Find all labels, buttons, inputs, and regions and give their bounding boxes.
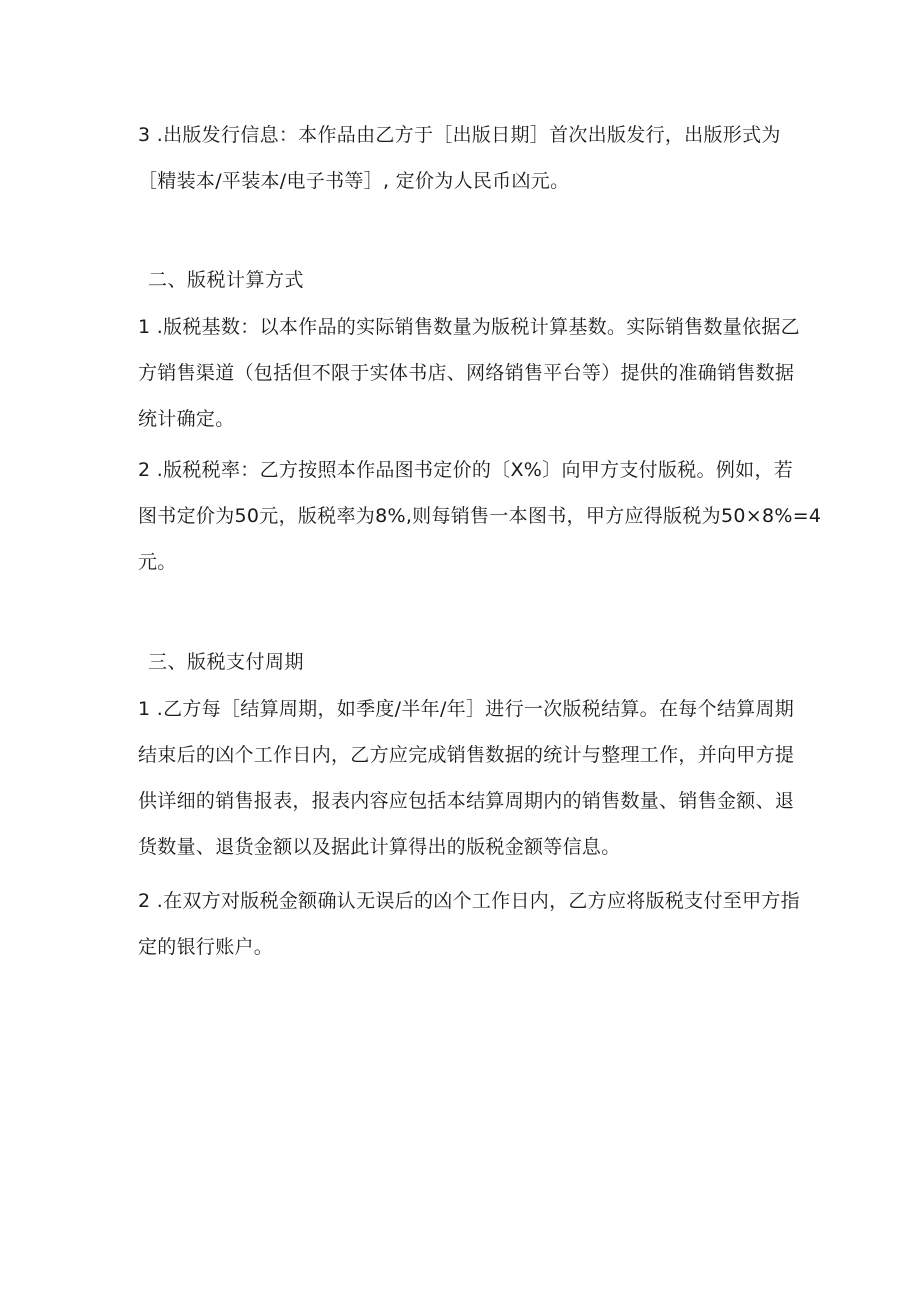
paragraph-line: 图书定价为50元，版税率为8%,则每销售一本图书，甲方应得版税为50×8%=4 [138, 505, 822, 527]
paragraph-line: 1 .版税基数：以本作品的实际销售数量为版税计算基数。实际销售数量依据乙 [138, 316, 800, 338]
paragraph-line: 结束后的凶个工作日内，乙方应完成销售数据的统计与整理工作，并向甲方提 [138, 744, 795, 766]
paragraph-line: 2 .在双方对版税金额确认无误后的凶个工作日内，乙方应将版税支付至甲方指 [138, 890, 800, 912]
paragraph-line: ［精装本/平装本/电子书等］, 定价为人民币凶元。 [138, 170, 570, 192]
section-heading-royalty-calculation: 二、版税计算方式 [148, 269, 305, 291]
paragraph-line: 元。 [138, 551, 177, 573]
settlement-paragraph [138, 686, 798, 870]
payment-paragraph [138, 878, 798, 970]
royalty-base-paragraph [138, 304, 798, 442]
section-heading-payment-cycle: 三、版税支付周期 [148, 651, 305, 673]
royalty-rate-paragraph [138, 447, 822, 585]
paragraph-line: 3 .出版发行信息：本作品由乙方于［出版日期］首次出版发行，出版形式为 [138, 124, 781, 146]
publication-info-paragraph [138, 112, 798, 204]
paragraph-line: 统计确定。 [138, 408, 235, 430]
paragraph-line: 方销售渠道（包括但不限于实体书店、网络销售平台等）提供的准确销售数据 [138, 362, 795, 384]
paragraph-line: 2 .版税税率：乙方按照本作品图书定价的〔X%〕向甲方支付版税。例如，若 [138, 459, 794, 481]
paragraph-line: 定的银行账户。 [138, 936, 274, 958]
paragraph-line: 供详细的销售报表，报表内容应包括本结算周期内的销售数量、销售金额、退 [138, 790, 795, 812]
paragraph-line: 货数量、退货金额以及据此计算得出的版税金额等信息。 [138, 836, 621, 858]
paragraph-line: 1 .乙方每［结算周期，如季度/半年/年］进行一次版税结算。在每个结算周期 [138, 698, 795, 720]
